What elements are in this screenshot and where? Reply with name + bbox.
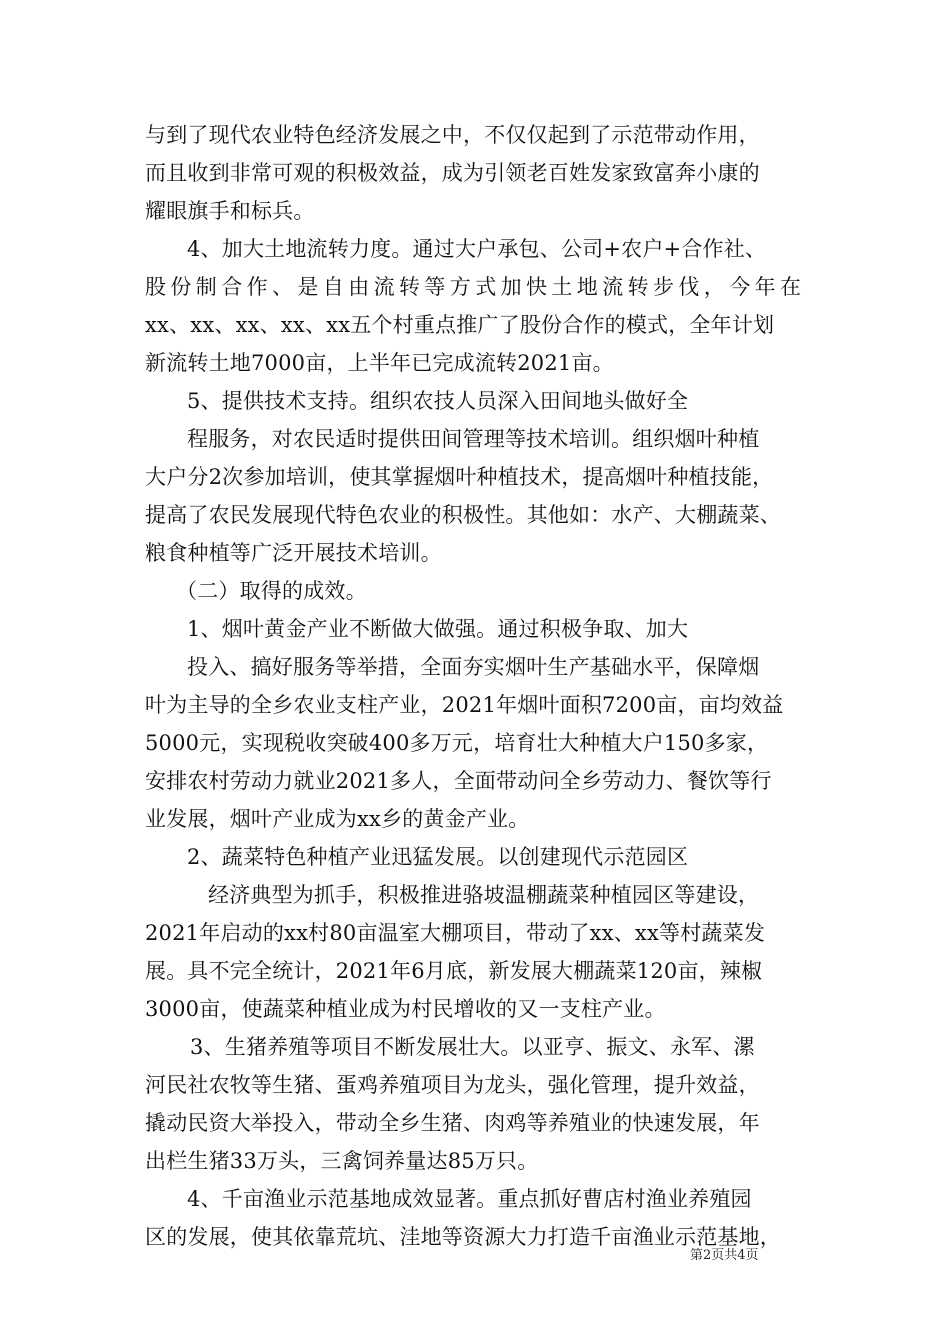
body-line-16: 叶为主导的全乡农业支柱产业，2021年烟叶面积7200亩，亩均效益 (145, 693, 784, 717)
body-line-26: 河民社农牧等生猪、蛋鸡养殖项目为龙头，强化管理，提升效益， (145, 1073, 760, 1097)
body-line-28: 出栏生猪33万头，三禽饲养量达85万只。 (145, 1149, 539, 1173)
body-line-29: 4、千亩渔业示范基地成效显著。重点抓好曹店村渔业养殖园 (187, 1187, 752, 1211)
body-line-1: 与到了现代农业特色经济发展之中，不仅仅起到了示范带动作用， (145, 123, 760, 147)
body-line-5: 股份制合作、是自由流转等方式加快土地流转步伐，今年在 (145, 275, 806, 299)
body-line-27: 撬动民资大举投入，带动全乡生猪、肉鸡等养殖业的快速发展，年 (145, 1111, 760, 1135)
body-line-7: 新流转土地7000亩，上半年已完成流转2021亩。 (145, 351, 614, 375)
body-line-21: 经济典型为抓手，积极推进骆坡温棚蔬菜种植园区等建设， (208, 883, 760, 907)
body-line-10: 大户分2次参加培训，使其掌握烟叶种植技术，提高烟叶种植技能， (145, 465, 774, 489)
body-line-24: 3000亩，使蔬菜种植业成为村民增收的又一支柱产业。 (145, 997, 666, 1021)
section-heading: （二）取得的成效。 (176, 579, 367, 603)
body-line-18: 安排农村劳动力就业2021多人，全面带动问全乡劳动力、餐饮等行 (145, 769, 772, 793)
body-line-11: 提高了农民发展现代特色农业的积极性。其他如：水产、大棚蔬菜、 (145, 503, 781, 527)
body-line-14: 1、烟叶黄金产业不断做大做强。通过积极争取、加大 (187, 617, 689, 641)
body-line-23: 展。具不完全统计，2021年6月底，新发展大棚蔬菜120亩，辣椒 (145, 959, 763, 983)
body-line-20: 2、蔬菜特色种植产业迅猛发展。以创建现代示范园区 (187, 845, 689, 869)
body-line-4: 4、加大土地流转力度。通过大户承包、公司+农户+合作社、 (187, 237, 767, 261)
page-number: 第2页共4页 (690, 1248, 759, 1263)
body-line-17: 5000元，实现税收突破400多万元，培育壮大种植大户150多家， (145, 731, 769, 755)
body-line-22: 2021年启动的xx村80亩温室大棚项目，带动了xx、xx等村蔬菜发 (145, 921, 766, 945)
body-line-3: 耀眼旗手和标兵。 (145, 199, 315, 223)
body-line-25: 3、生猪养殖等项目不断发展壮大。以亚亨、振文、永军、漯 (190, 1035, 755, 1059)
body-line-19: 业发展，烟叶产业成为xx乡的黄金产业。 (145, 807, 530, 831)
body-line-12: 粮食种植等广泛开展技术培训。 (145, 541, 442, 565)
body-line-9: 程服务，对农民适时提供田间管理等技术培训。组织烟叶种植 (187, 427, 760, 451)
body-line-2: 而且收到非常可观的积极效益，成为引领老百姓发家致富奔小康的 (145, 161, 760, 185)
body-line-15: 投入、搞好服务等举措，全面夯实烟叶生产基础水平，保障烟 (187, 655, 760, 679)
body-line-8: 5、提供技术支持。组织农技人员深入田间地头做好全 (187, 389, 689, 413)
body-line-30: 区的发展，使其依靠荒坑、洼地等资源大力打造千亩渔业示范基地， (145, 1225, 781, 1249)
body-line-6: xx、xx、xx、xx、xx五个村重点推广了股份合作的模式，全年计划 (145, 313, 775, 337)
